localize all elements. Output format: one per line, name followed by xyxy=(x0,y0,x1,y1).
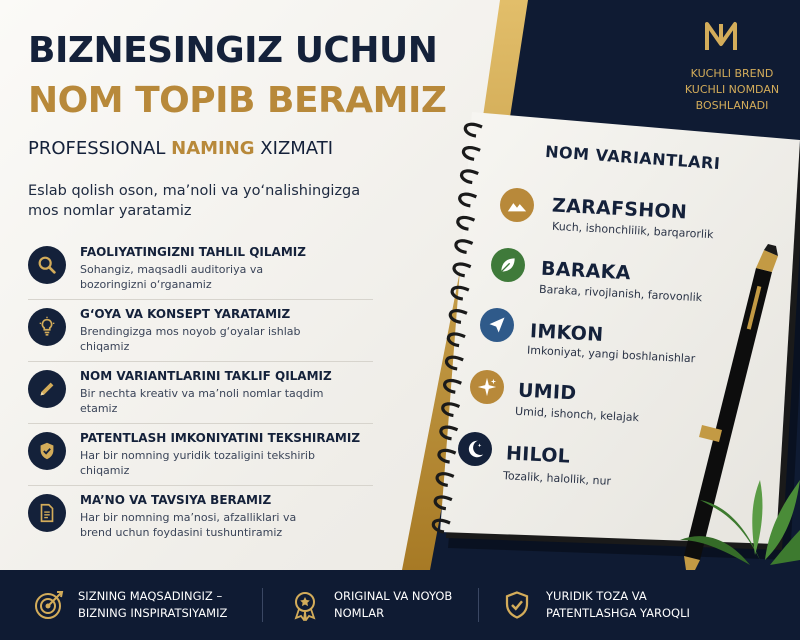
mountain-icon xyxy=(500,188,534,222)
feature-title: MA’NO VA TAVSIYA BERAMIZ xyxy=(80,493,272,507)
name-desc: Kuch, ishonchlilik, barqarorlik xyxy=(551,219,714,242)
feature-desc: Brendingizga mos noyob g‘oyalar ishlab chiqamiz xyxy=(80,325,301,353)
feature-desc: Har bir nomning ma’nosi, afzalliklari va brend uchun foydasini tushuntiramiz xyxy=(80,511,297,539)
shield-check-icon xyxy=(500,588,534,622)
leaf-icon xyxy=(491,248,525,282)
footer-divider xyxy=(262,588,263,622)
feature-desc: Sohangiz, maqsadli auditoriya va bozoringizni o‘rganamiz xyxy=(80,263,264,291)
name-desc: Tozalik, halollik, nur xyxy=(502,469,612,488)
headline-line-2: NOM TOPIB BERAMIZ xyxy=(28,80,447,121)
subhead-accent: NAMING xyxy=(171,138,255,159)
feature-title: PATENTLASH IMKONIYATINI TEKSHIRAMIZ xyxy=(80,431,361,445)
footer-bar xyxy=(0,570,800,640)
footer-text: YURIDIK TOZA VA PATENTLASHGA YAROQLI xyxy=(546,589,690,620)
feature-title: NOM VARIANTLARINI TAKLIF QILAMIZ xyxy=(80,369,332,383)
feature-title: FAOLIYATINGIZNI TAHLIL QILAMIZ xyxy=(80,245,306,259)
award-icon xyxy=(288,588,322,622)
tagline-line: KUCHLI NOMDAN xyxy=(684,83,780,96)
tagline-line: BOSHLANADI xyxy=(695,99,769,112)
name-title: HILOL xyxy=(505,442,571,468)
footer-text: SIZNING MAQSADINGIZ – BIZNING INSPIRATSIYAMIZ xyxy=(78,589,228,620)
footer-item xyxy=(32,570,227,640)
notebook-title: NOM VARIANTLARI xyxy=(544,141,721,174)
feature-desc: Bir nechta kreativ va ma’noli nomlar taqdim etamiz xyxy=(80,387,324,415)
feature-title: G‘OYA VA KONSEPT YARATAMIZ xyxy=(80,307,291,321)
tagline-line: KUCHLI BREND xyxy=(690,67,774,80)
footer-item xyxy=(288,570,452,640)
intro-text: Eslab qolish oson, ma’noli va yo‘nalishingizga mos nomlar yaratamiz xyxy=(28,183,361,219)
name-title: BARAKA xyxy=(540,257,632,285)
name-desc: Baraka, rivojlanish, farovonlik xyxy=(538,282,703,305)
sparkle-icon xyxy=(470,370,504,404)
footer-item xyxy=(500,570,690,640)
name-desc: Umid, ishonch, kelajak xyxy=(514,404,640,425)
paper-plane-icon xyxy=(480,308,514,342)
footer-text: ORIGINAL VA NOYOB NOMLAR xyxy=(334,589,453,620)
name-desc: Imkoniyat, yangi boshlanishlar xyxy=(526,343,696,366)
feature-desc: Har bir nomning yuridik tozaligini tekshirib chiqamiz xyxy=(80,449,315,477)
subhead-part-1: PROFESSIONAL xyxy=(28,138,172,159)
target-icon xyxy=(32,588,66,622)
footer-divider xyxy=(478,588,479,622)
headline-line-1: BIZNESINGIZ UCHUN xyxy=(28,30,438,71)
crescent-moon-icon xyxy=(458,432,492,466)
name-title: ZARAFSHON xyxy=(551,194,688,224)
name-title: IMKON xyxy=(529,320,604,346)
name-title: UMID xyxy=(517,379,577,405)
subhead-part-2: XIZMATI xyxy=(254,138,334,159)
